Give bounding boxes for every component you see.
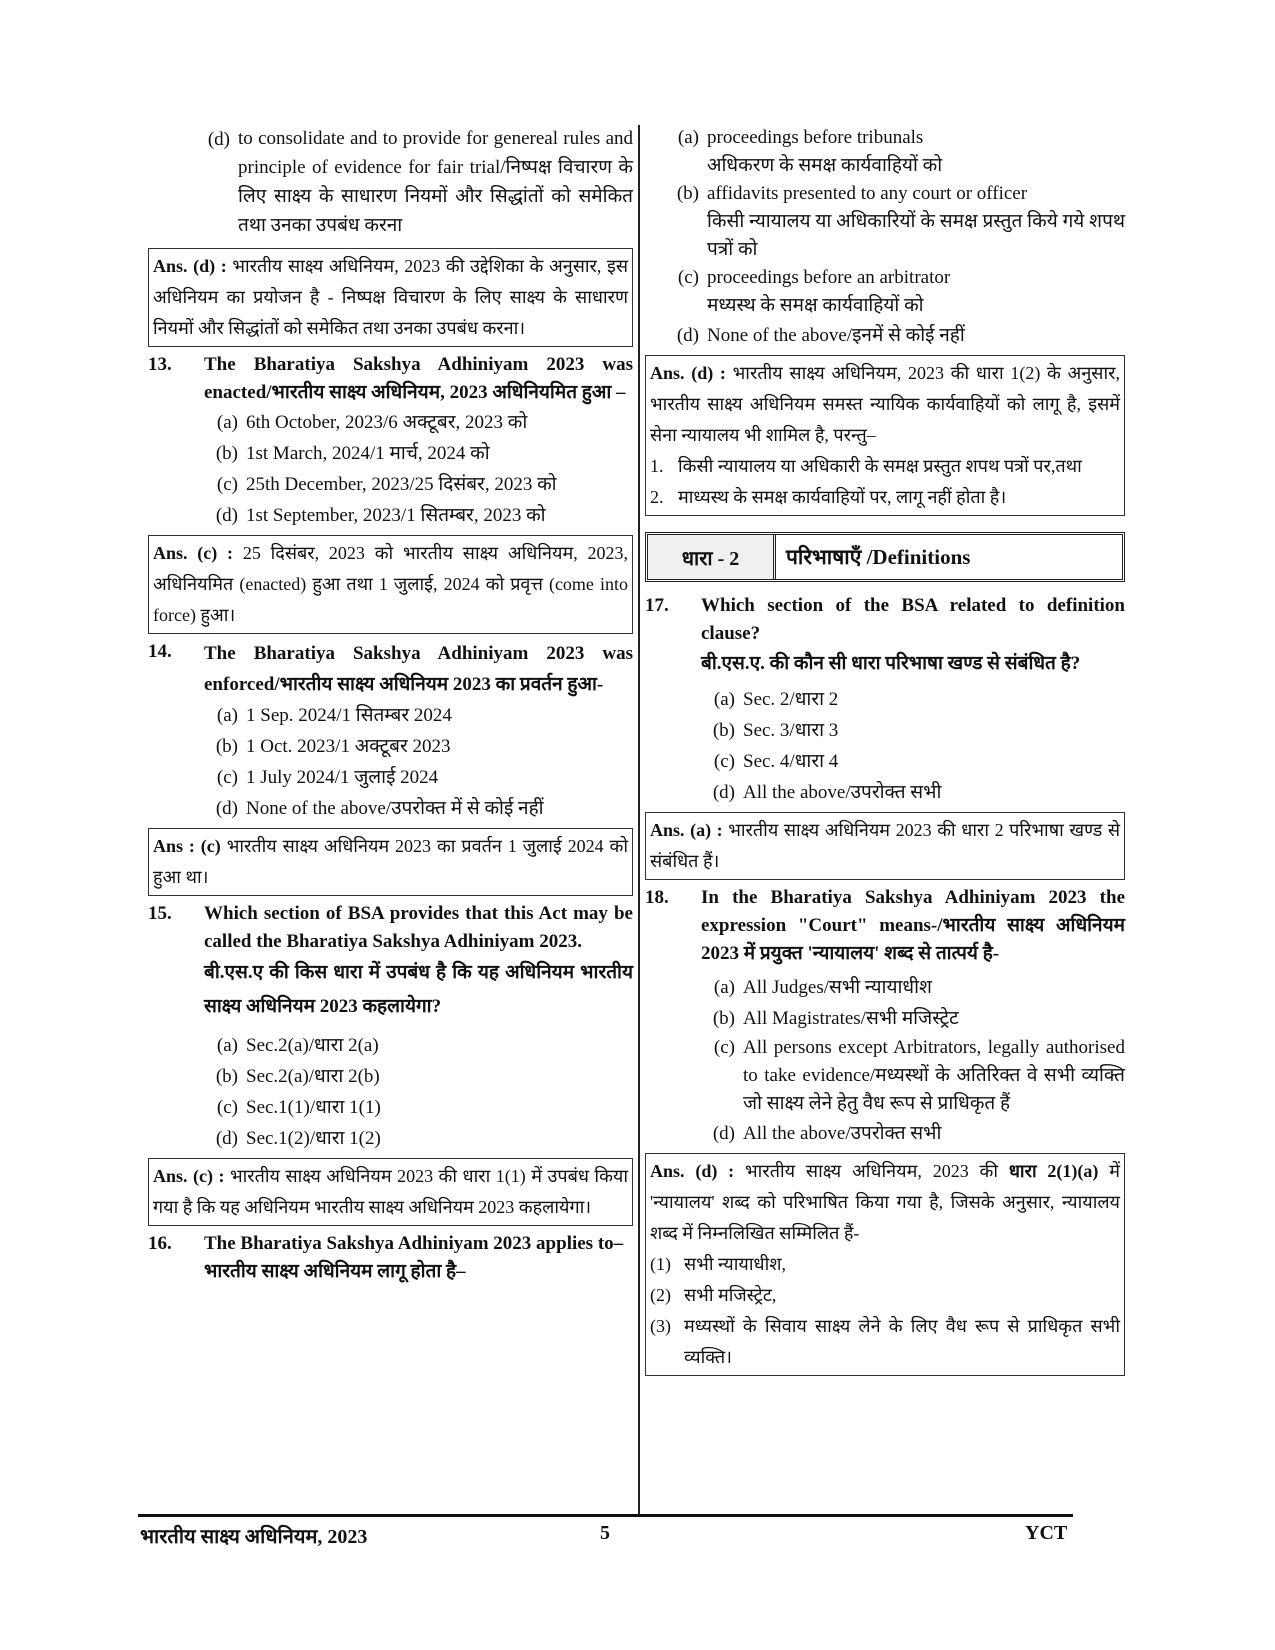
question-15 — [148, 900, 633, 1024]
answer-box-q13 — [148, 535, 633, 634]
option — [701, 746, 1125, 777]
left-column — [148, 124, 633, 1286]
answer-text: 25 दिसंबर, 2023 को भारतीय साक्ष्य अधिनियम, 2023, अधिनियमित (enacted) हुआ तथा 1 जुलाई, 2024 को प्रवृत्त (come into force) हुआ। — [153, 543, 628, 625]
answer-text: भारतीय साक्ष्य अधिनियम 2023 का प्रवर्तन 1 जुलाई 2024 को हुआ था। — [153, 836, 628, 887]
option-label: (b) — [712, 1008, 735, 1029]
option — [204, 1030, 633, 1061]
answer-label: Ans. (c) : — [153, 1166, 225, 1186]
option-label: (b) — [712, 720, 735, 741]
question-13 — [148, 351, 633, 407]
option — [701, 684, 1125, 715]
option-text-en: affidavits presented to any court or officer — [707, 183, 1028, 204]
option-text-hi: किसी न्यायालय या अधिकारियों के समक्ष प्रस्तुत किये गये शपथ पत्रों को — [707, 211, 1125, 260]
item-text: सभी मजिस्ट्रेट, — [684, 1285, 777, 1305]
answer-box-q14 — [148, 828, 633, 896]
option-text: 1 July 2024/1 जुलाई 2024 — [246, 767, 439, 788]
question-body — [204, 900, 633, 1024]
option-label: (c) — [216, 474, 238, 495]
answer-text: भारतीय साक्ष्य अधिनियम, 2023 की धारा 1(2) के अनुसार, भारतीय साक्ष्य अधिनियम समस्त न्यायिक कार्यवाहियों को लागू है, इसमें सेना न्यायालय भी शामिल है, परन्तु– — [650, 363, 1120, 445]
option-text — [707, 124, 1125, 180]
option-text — [707, 264, 1125, 320]
option-text: Sec.2(a)/धारा 2(a) — [246, 1035, 379, 1056]
section-header — [645, 532, 1125, 582]
section-number: धारा - 2 — [648, 535, 776, 579]
item-number: 1. — [650, 456, 664, 476]
question-text: In the Bharatiya Sakshya Adhiniyam 2023 the expression "Court" means-/भारतीय साक्ष्य अधिनियम 2023 में प्रयुक्त 'न्यायालय' शब्द से तात्पर्य है- — [701, 887, 1125, 964]
q15-options — [148, 1030, 633, 1154]
item-text: किसी न्यायालय या अधिकारी के समक्ष प्रस्तुत शपथ पत्रों पर,तथा — [678, 456, 1082, 476]
item-text: सभी न्यायाधीश, — [684, 1254, 786, 1274]
footer-book-title: भारतीय साक्ष्य अधिनियम, 2023 — [140, 1526, 368, 1548]
question-text: Which section of BSA provides that this Act may be called the Bharatiya Sakshya Adhiniyam 2023. — [204, 903, 633, 952]
answer-box-q16 — [645, 355, 1125, 516]
option — [665, 264, 1125, 320]
option-text: Sec.1(1)/धारा 1(1) — [246, 1097, 381, 1118]
option — [701, 1034, 1125, 1118]
option-text: All the above/उपरोक्त सभी — [743, 1123, 942, 1144]
answer-text: भारतीय साक्ष्य अधिनियम 2023 की धारा 2 परिभाषा खण्ड से संबंधित हैं। — [650, 820, 1121, 871]
option — [701, 972, 1125, 1003]
option-label: (d) — [676, 325, 699, 346]
section-title: परिभाषाएँ /Definitions — [786, 545, 971, 569]
item-number: 2. — [650, 487, 664, 507]
column-divider — [638, 125, 640, 1515]
option-text: 25th December, 2023/25 दिसंबर, 2023 को — [246, 474, 557, 495]
item-number: (3) — [650, 1316, 671, 1336]
question-text: The Bharatiya Sakshya Adhiniyam 2023 was enacted/भारतीय साक्ष्य अधिनियम, 2023 अधिनियमित हुआ – — [204, 354, 633, 403]
option-label: (d) — [712, 782, 735, 803]
option — [701, 1118, 1125, 1149]
option — [701, 777, 1125, 808]
option-label: (d) — [712, 1123, 735, 1144]
right-column — [645, 124, 1125, 1380]
footer-rule — [138, 1514, 1073, 1517]
q14-options — [148, 700, 633, 824]
answer-section-ref: धारा 2(1)(a) — [1008, 1161, 1099, 1181]
option-text: Sec.2(a)/धारा 2(b) — [246, 1066, 380, 1087]
question-number: 16. — [148, 1233, 172, 1254]
option-text: 1 Sep. 2024/1 सितम्बर 2024 — [246, 705, 452, 726]
option — [204, 793, 633, 824]
option — [204, 731, 633, 762]
question-number: 14. — [148, 641, 172, 662]
question-number: 15. — [148, 903, 172, 924]
answer-label: Ans. (c) : — [153, 543, 234, 563]
option — [204, 700, 633, 731]
option-text: Sec.1(2)/धारा 1(2) — [246, 1128, 381, 1149]
option-text — [707, 180, 1125, 264]
option-text: None of the above/इनमें से कोई नहीं — [707, 325, 965, 346]
option-text: None of the above/उपरोक्त में से कोई नहीं — [246, 798, 544, 819]
option — [204, 1123, 633, 1154]
option — [204, 469, 633, 500]
answer-label: Ans. (d) : — [650, 363, 726, 383]
answer-item — [650, 1311, 1120, 1373]
question-16 — [148, 1230, 633, 1286]
answer-item — [650, 451, 1120, 482]
option-label: (b) — [676, 183, 699, 204]
item-text: माध्यस्थ के समक्ष कार्यवाहियों पर, लागू नहीं होता है। — [678, 487, 1007, 507]
answer-label: Ans. (d) : — [153, 256, 227, 276]
option-text: to consolidate and to provide for genereal rules and principle of evidence for fair trial/निष्पक्ष विचारण के लिए साक्ष्य के साधारण नियमों और सिद्धांतों को समेकित तथा उनका उपबंध करना — [238, 128, 633, 236]
option-text: Sec. 4/धारा 4 — [743, 751, 839, 772]
question-text-hindi: भारतीय साक्ष्य अधिनियम लागू होता है– — [204, 1261, 466, 1282]
item-text: मध्यस्थों के सिवाय साक्ष्य लेने के लिए वैध रूप से प्राधिकृत सभी व्यक्ति। — [684, 1316, 1120, 1367]
option-label: (b) — [215, 443, 238, 464]
option-text-hi: मध्यस्थ के समक्ष कार्यवाहियों को — [707, 295, 924, 316]
q13-options — [148, 407, 633, 531]
question-17 — [645, 592, 1125, 680]
option-label: (c) — [216, 767, 238, 788]
option-label: (b) — [215, 1066, 238, 1087]
answer-box-q15 — [148, 1158, 633, 1226]
answer-text: भारतीय साक्ष्य अधिनियम, 2023 की — [745, 1161, 1009, 1181]
option-label: (d) — [207, 129, 230, 150]
question-body — [204, 1230, 633, 1286]
question-text-hindi: बी.एस.ए. की कौन सी धारा परिभाषा खण्ड से संबंधित है? — [701, 653, 1081, 674]
option — [204, 407, 633, 438]
option-text: All persons except Arbitrators, legally authorised to take evidence/मध्यस्थों के अतिरिक्त वे सभी व्यक्ति जो साक्ष्य लेने हेतु वैध रूप से प्राधिकृत हैं — [743, 1037, 1125, 1114]
option-label: (d) — [215, 798, 238, 819]
answer-box-q17 — [645, 812, 1125, 880]
option — [665, 320, 1125, 351]
option-text-en: proceedings before tribunals — [707, 127, 924, 148]
option — [665, 124, 1125, 180]
option-label: (d) — [215, 1128, 238, 1149]
option-text: Sec. 2/धारा 2 — [743, 689, 839, 710]
option-text: 1st March, 2024/1 मार्च, 2024 को — [246, 443, 490, 464]
option-text: All Judges/सभी न्यायाधीश — [743, 977, 932, 998]
question-text-hindi: बी.एस.ए की किस धारा में उपबंध है कि यह अधिनियम भारतीय साक्ष्य अधिनियम 2023 कहलायेगा? — [204, 962, 633, 1017]
option — [701, 1003, 1125, 1034]
option-text: 1st September, 2023/1 सितम्बर, 2023 को — [246, 505, 546, 526]
answer-item — [650, 1280, 1120, 1311]
q12-option-d — [148, 124, 633, 240]
question-body — [701, 592, 1125, 680]
q18-options — [645, 972, 1125, 1149]
option — [204, 762, 633, 793]
answer-label: Ans. (a) : — [650, 820, 723, 840]
answer-label: Ans. (d) : — [650, 1161, 735, 1181]
question-text: The Bharatiya Sakshya Adhiniyam 2023 applies to– — [204, 1233, 624, 1254]
question-text: The Bharatiya Sakshya Adhiniyam 2023 was enforced/भारतीय साक्ष्य अधिनियम 2023 का प्रवर्तन हुआ- — [204, 643, 633, 695]
option-text: All the above/उपरोक्त सभी — [743, 782, 942, 803]
option — [204, 438, 633, 469]
option-label: (a) — [677, 127, 699, 148]
option-label: (c) — [713, 751, 735, 772]
item-number: (2) — [650, 1285, 671, 1305]
option-text: 6th October, 2023/6 अक्टूबर, 2023 को — [246, 412, 528, 433]
option — [701, 715, 1125, 746]
answer-text: भारतीय साक्ष्य अधिनियम 2023 की धारा 1(1) में उपबंध किया गया है कि यह अधिनियम भारतीय साक्ष्य अधिनियम 2023 कहलायेगा। — [153, 1166, 628, 1217]
answer-label: Ans : (c) — [153, 836, 221, 856]
question-18 — [645, 884, 1125, 968]
q17-options — [645, 684, 1125, 808]
option-text: All Magistrates/सभी मजिस्ट्रेट — [743, 1008, 959, 1029]
option-label: (a) — [216, 705, 238, 726]
question-number: 18. — [645, 887, 669, 908]
question-number: 17. — [645, 595, 669, 616]
option-text-hi: अधिकरण के समक्ष कार्यवाहियों को — [707, 155, 943, 176]
option-text: Sec. 3/धारा 3 — [743, 720, 839, 741]
answer-item — [650, 1249, 1120, 1280]
q16-options — [645, 124, 1125, 351]
question-text: Which section of the BSA related to definition clause? — [701, 595, 1125, 644]
option-label: (b) — [215, 736, 238, 757]
option-label: (a) — [216, 1035, 238, 1056]
option-label: (a) — [216, 412, 238, 433]
option-label: (c) — [713, 1037, 735, 1058]
question-number: 13. — [148, 354, 172, 375]
option-label: (d) — [215, 505, 238, 526]
item-number: (1) — [650, 1254, 671, 1274]
answer-box-q18 — [645, 1153, 1125, 1376]
answer-text-cont: में 'न्यायालय' शब्द को परिभाषित किया गया है, जिसके अनुसार, न्यायालय शब्द में निम्नलिखित सम्मिलित हैं- — [650, 1161, 1121, 1243]
option — [665, 180, 1125, 264]
option — [204, 500, 633, 531]
answer-item — [650, 482, 1120, 513]
option — [204, 1092, 633, 1123]
option-text-en: proceedings before an arbitrator — [707, 267, 951, 288]
option-label: (c) — [677, 267, 699, 288]
footer-page-number: 5 — [600, 1522, 610, 1544]
option-label: (a) — [713, 977, 735, 998]
option-label: (c) — [216, 1097, 238, 1118]
answer-box-q12 — [148, 248, 633, 347]
question-14 — [148, 638, 633, 700]
footer-publisher: YCT — [1025, 1522, 1068, 1544]
option — [204, 1061, 633, 1092]
option-text: 1 Oct. 2023/1 अक्टूबर 2023 — [246, 736, 451, 757]
option-label: (a) — [713, 689, 735, 710]
answer-text: भारतीय साक्ष्य अधिनियम, 2023 की उद्देशिका के अनुसार, इस अधिनियम का प्रयोजन है - निष्पक्ष विचारण के लिए साक्ष्य के साधारण नियमों और सिद्धांतों को समेकित तथा उनका उपबंध करना। — [153, 256, 629, 338]
